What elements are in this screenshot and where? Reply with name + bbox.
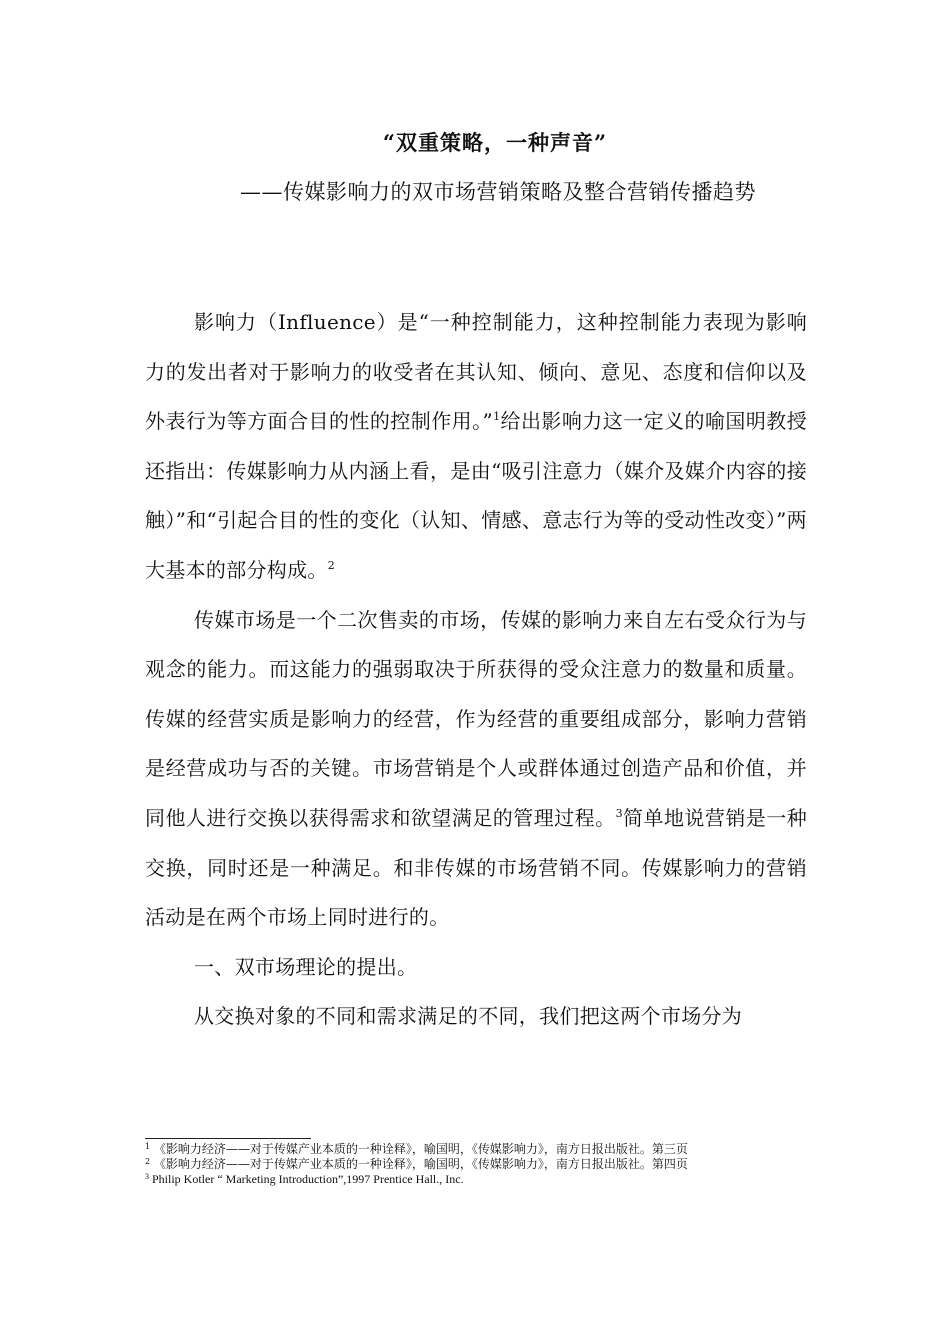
footnote-number: 2 [145,1157,151,1166]
document-body [145,298,807,1042]
footnote-text: 《影响力经济——对于传媒产业本质的一种诠释》，喻国明，《传媒影响力》，南方日报出版社。第四页 [153,1157,688,1171]
footnote-item [145,1142,807,1157]
footnotes [145,1142,807,1187]
footnote-item [145,1157,807,1172]
paragraph-influence-definition [145,298,807,596]
footnote-item [145,1172,807,1187]
paragraph-two-markets: 从交换对象的不同和需求满足的不同，我们把这两个市场分为 [194,1004,743,1029]
paragraph-media-market [145,596,807,943]
footnote-ref[interactable]: 3 [615,806,623,820]
document-title: “双重策略，一种声音” [382,130,608,155]
footnote-text: Philip Kotler “ Marketing Introduction”,1997 Prentice Hall., Inc. [152,1172,464,1186]
paragraph-text: 传媒市场是一个二次售卖的市场，传媒的影响力来自左右受众行为与观念的能力。而这能力的强弱取决于所获得的受众注意力的数量和质量。传媒的经营实质是影响力的经营，作为经营的重要组成部分，影响力营销是经营成功与否的关键。市场营销是个人或群体通过创造产品和价值，并同他人进行交换以获得需求和欲望满足的管理过程。 [145,607,807,830]
document-subtitle: ——传媒影响力的双市场营销策略及整合营销传播趋势 [240,180,756,204]
footnote-ref[interactable]: 2 [327,558,336,572]
footnote-text: 《影响力经济——对于传媒产业本质的一种诠释》，喻国明，《传媒影响力》，南方日报出版社。第三页 [153,1142,688,1156]
paragraph-text: 影响力（Influence）是“一种控制能力，这种控制能力表现为影响力的发出者对于影响力的收受者在其认知、倾向、意见、态度和信仰以及外表行为等方面合目的性的控制作用。” [145,310,807,434]
footnote-divider [145,1138,311,1139]
footnote-ref[interactable]: 1 [493,410,501,424]
paragraph-text: 给出影响力这一定义的喻国明教授还指出：传媒影响力从内涵上看，是由“吸引注意力（媒介及媒介内容的接触）”和“引起合目的性的变化（认知、情感、意志行为等的受动性改变）”两大基本的部分构成。 [145,409,808,582]
footnote-number: 3 [145,1172,149,1181]
footnote-number: 1 [145,1142,151,1151]
paragraph-text: 简单地说营销是一种交换，同时还是一种满足。和非传媒的市场营销不同。传媒影响力的营销活动是在两个市场上同时进行的。 [145,805,808,930]
section-heading: 一、双市场理论的提出。 [194,954,418,979]
